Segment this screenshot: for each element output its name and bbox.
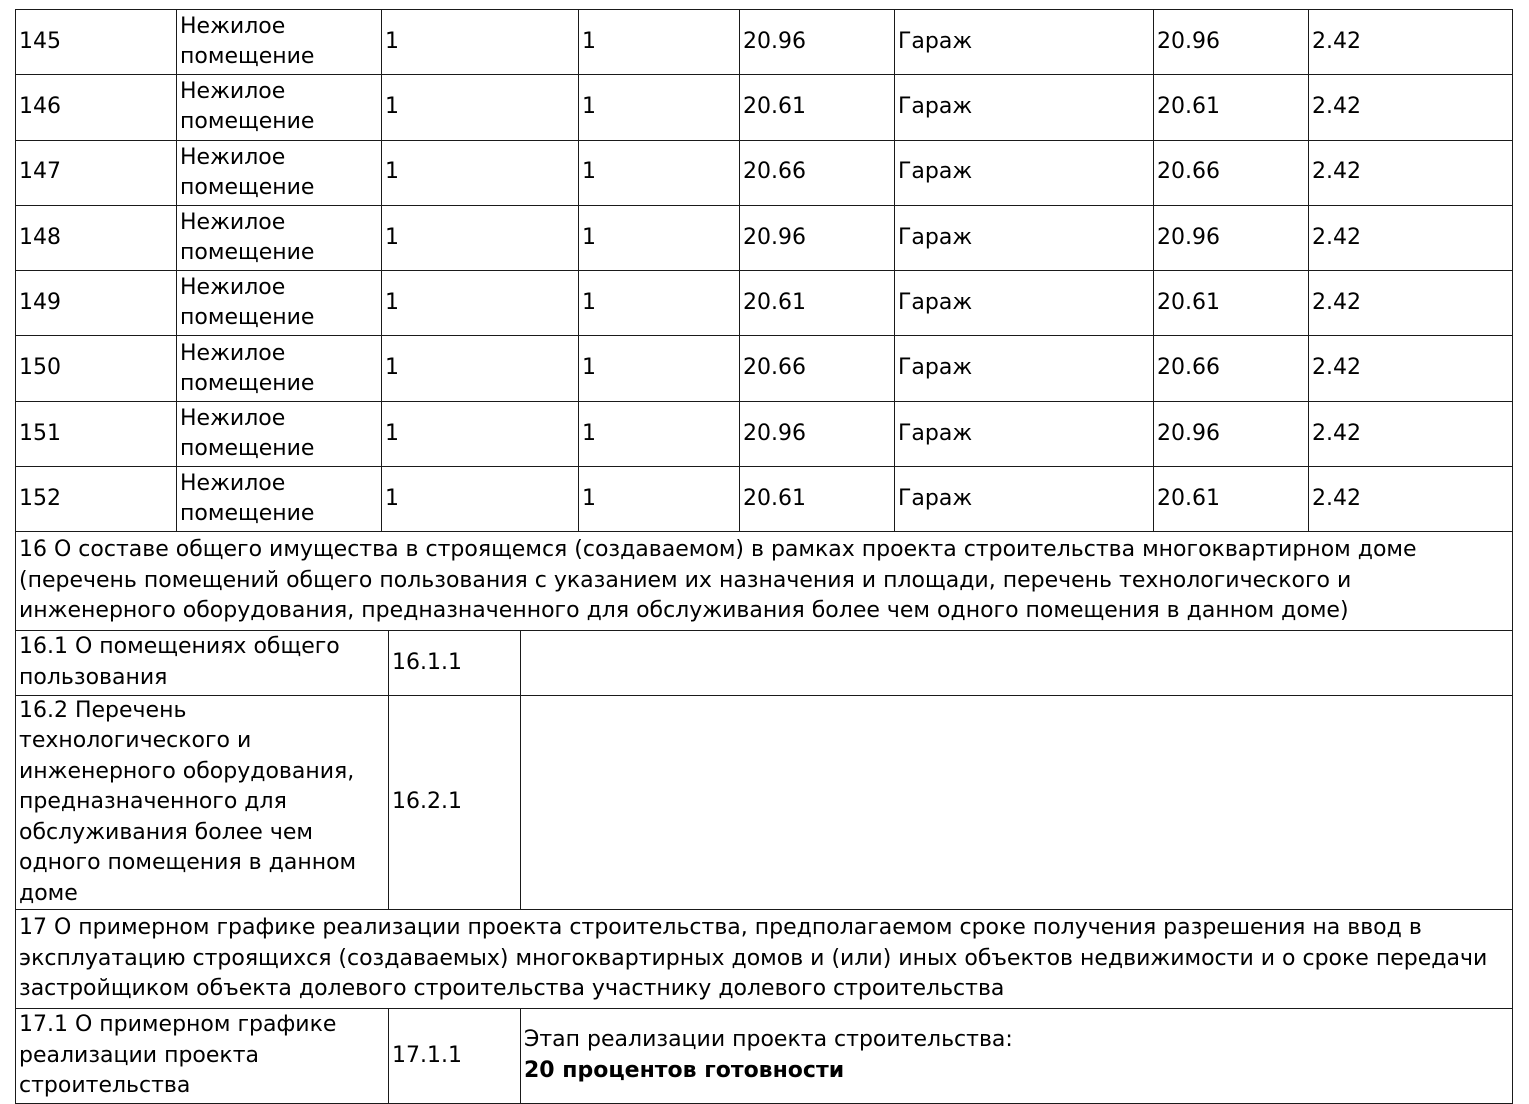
unit-area: 20.61 <box>740 467 895 532</box>
section-16-2-row <box>16 695 1513 910</box>
table-row <box>16 140 1513 205</box>
unit-type: Нежилое помещение <box>177 205 382 270</box>
unit-col4: 1 <box>579 205 740 270</box>
unit-number: 148 <box>16 205 177 270</box>
unit-col3: 1 <box>382 271 579 336</box>
section-16-1-label: 16.1 О помещениях общего пользования <box>16 630 389 695</box>
unit-col4: 1 <box>579 75 740 140</box>
unit-area-total: 20.96 <box>1154 401 1309 466</box>
unit-area-total: 20.61 <box>1154 271 1309 336</box>
unit-col3: 1 <box>382 205 579 270</box>
info-table <box>15 531 1513 1104</box>
unit-area: 20.96 <box>740 10 895 75</box>
unit-purpose: Гараж <box>895 205 1154 270</box>
section-16-2-label: 16.2 Перечень технологического и инженерного оборудования, предназначенного для обслуживания более чем одного помещения в данном доме <box>16 695 389 910</box>
table-row <box>16 205 1513 270</box>
unit-number: 150 <box>16 336 177 401</box>
unit-number: 151 <box>16 401 177 466</box>
unit-area: 20.96 <box>740 401 895 466</box>
section-17-1-code: 17.1.1 <box>389 1008 521 1103</box>
unit-purpose: Гараж <box>895 336 1154 401</box>
unit-col3: 1 <box>382 10 579 75</box>
unit-purpose: Гараж <box>895 10 1154 75</box>
unit-height: 2.42 <box>1309 140 1513 205</box>
table-row <box>16 336 1513 401</box>
unit-col4: 1 <box>579 467 740 532</box>
units-table-body <box>16 10 1513 532</box>
unit-col3: 1 <box>382 401 579 466</box>
table-row <box>16 10 1513 75</box>
table-row <box>16 401 1513 466</box>
unit-type: Нежилое помещение <box>177 140 382 205</box>
units-table <box>15 9 1513 532</box>
unit-col4: 1 <box>579 336 740 401</box>
unit-purpose: Гараж <box>895 401 1154 466</box>
unit-area-total: 20.61 <box>1154 467 1309 532</box>
unit-type: Нежилое помещение <box>177 401 382 466</box>
section-16-2-code: 16.2.1 <box>389 695 521 910</box>
section-16-heading-row <box>16 532 1513 631</box>
section-17-1-value <box>521 1008 1513 1103</box>
unit-area: 20.96 <box>740 205 895 270</box>
unit-area-total: 20.66 <box>1154 140 1309 205</box>
unit-type: Нежилое помещение <box>177 10 382 75</box>
unit-purpose: Гараж <box>895 140 1154 205</box>
unit-height: 2.42 <box>1309 75 1513 140</box>
section-17-heading-row <box>16 910 1513 1009</box>
unit-height: 2.42 <box>1309 467 1513 532</box>
unit-col3: 1 <box>382 467 579 532</box>
unit-col4: 1 <box>579 271 740 336</box>
table-row <box>16 271 1513 336</box>
unit-height: 2.42 <box>1309 205 1513 270</box>
section-16-2-value <box>521 695 1513 910</box>
section-17-1-value-line1: Этап реализации проекта строительства: <box>524 1027 1013 1053</box>
section-16-1-value <box>521 630 1513 695</box>
unit-type: Нежилое помещение <box>177 75 382 140</box>
unit-purpose: Гараж <box>895 271 1154 336</box>
unit-area: 20.66 <box>740 336 895 401</box>
unit-number: 146 <box>16 75 177 140</box>
section-17-1-label: 17.1 О примерном графике реализации проекта строительства <box>16 1008 389 1103</box>
document-page <box>15 9 1512 1104</box>
table-row <box>16 467 1513 532</box>
unit-area-total: 20.66 <box>1154 336 1309 401</box>
section-17-heading: 17 О примерном графике реализации проекта строительства, предполагаемом сроке получения разрешения на ввод в эксплуатацию строящихся (создаваемых) многоквартирных домов и (или) иных объектов недвижимости и о сроке передачи застройщиком объекта долевого строительства участнику долевого строительства <box>16 910 1513 1009</box>
unit-height: 2.42 <box>1309 336 1513 401</box>
unit-col4: 1 <box>579 10 740 75</box>
section-16-heading: 16 О составе общего имущества в строящемся (создаваемом) в рамках проекта строительства многоквартирном доме (перечень помещений общего пользования с указанием их назначения и площади, перечень технологического и инженерного оборудования, предназначенного для обслуживания более чем одного помещения в данном доме) <box>16 532 1513 631</box>
unit-area-total: 20.61 <box>1154 75 1309 140</box>
unit-col3: 1 <box>382 75 579 140</box>
unit-area: 20.66 <box>740 140 895 205</box>
unit-number: 152 <box>16 467 177 532</box>
unit-type: Нежилое помещение <box>177 467 382 532</box>
unit-col3: 1 <box>382 336 579 401</box>
section-17-1-row <box>16 1008 1513 1103</box>
unit-area: 20.61 <box>740 75 895 140</box>
unit-type: Нежилое помещение <box>177 271 382 336</box>
unit-col4: 1 <box>579 140 740 205</box>
unit-number: 145 <box>16 10 177 75</box>
unit-number: 147 <box>16 140 177 205</box>
unit-height: 2.42 <box>1309 10 1513 75</box>
section-16-1-row <box>16 630 1513 695</box>
unit-col3: 1 <box>382 140 579 205</box>
section-16-1-code: 16.1.1 <box>389 630 521 695</box>
unit-area: 20.61 <box>740 271 895 336</box>
unit-type: Нежилое помещение <box>177 336 382 401</box>
unit-purpose: Гараж <box>895 467 1154 532</box>
unit-height: 2.42 <box>1309 401 1513 466</box>
section-17-1-value-line2: 20 процентов готовности <box>524 1057 845 1083</box>
unit-area-total: 20.96 <box>1154 205 1309 270</box>
unit-purpose: Гараж <box>895 75 1154 140</box>
table-row <box>16 75 1513 140</box>
unit-number: 149 <box>16 271 177 336</box>
unit-area-total: 20.96 <box>1154 10 1309 75</box>
unit-height: 2.42 <box>1309 271 1513 336</box>
unit-col4: 1 <box>579 401 740 466</box>
